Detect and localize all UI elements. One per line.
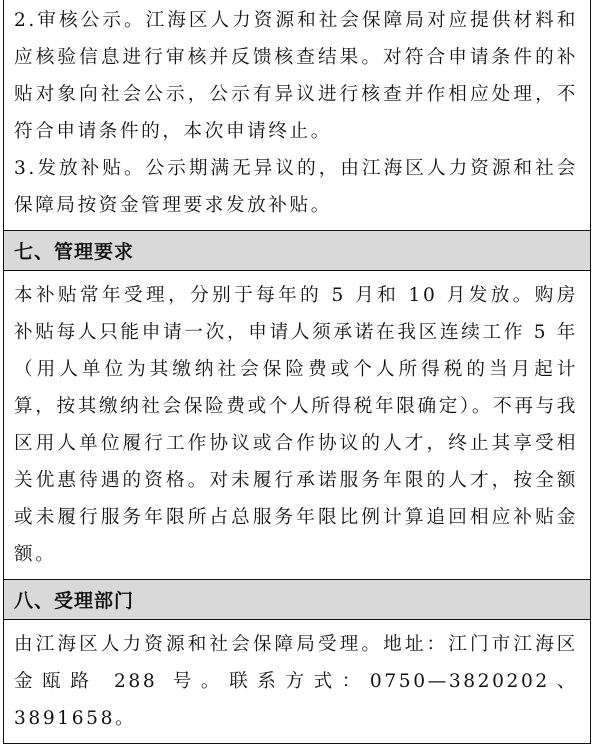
office-cell — [4, 619, 590, 743]
process-steps-cell — [4, 0, 590, 230]
review-publicity-paragraph: 2.审核公示。江海区人力资源和社会保障局对应提供材料和应核验信息进行审核并反馈核查结果。对符合申请条件的补贴对象向社会公示，公示有异议进行核查并作相应处理，不符合申请条件的，本次申请终止。 — [14, 10, 578, 142]
office-heading-row — [4, 579, 590, 619]
management-paragraph: 本补贴常年受理，分别于每年的 5 月和 10 月发放。购房补贴每人只能申请一次，申请人须承诺在我区连续工作 5 年（用人单位为其缴纳社会保险费或个人所得税的当月起计算，按其缴纳社会保险费或个人所得税年限确定）。不再与我区用人单位履行工作协议或合作协议的人才，终止其享受相关优惠待遇的资格。对未履行承诺服务年限的人才，按全额或未履行服务年限所占总服务年限比例计算追回相应补贴金额。 — [14, 285, 578, 565]
management-heading: 七、管理要求 — [14, 241, 135, 263]
subsidy-payment-paragraph: 3.发放补贴。公示期满无异议的，由江海区人力资源和社会保障局按资金管理要求发放补贴。 — [14, 158, 578, 216]
office-heading: 八、受理部门 — [14, 590, 135, 612]
office-paragraph: 由江海区人力资源和社会保障局受理。地址：江门市江海区金瓯路 288 号。联系方式：0750—3820202、3891658。 — [14, 634, 578, 729]
policy-document-table — [3, 0, 591, 744]
management-cell — [4, 270, 590, 579]
management-heading-row — [4, 230, 590, 270]
